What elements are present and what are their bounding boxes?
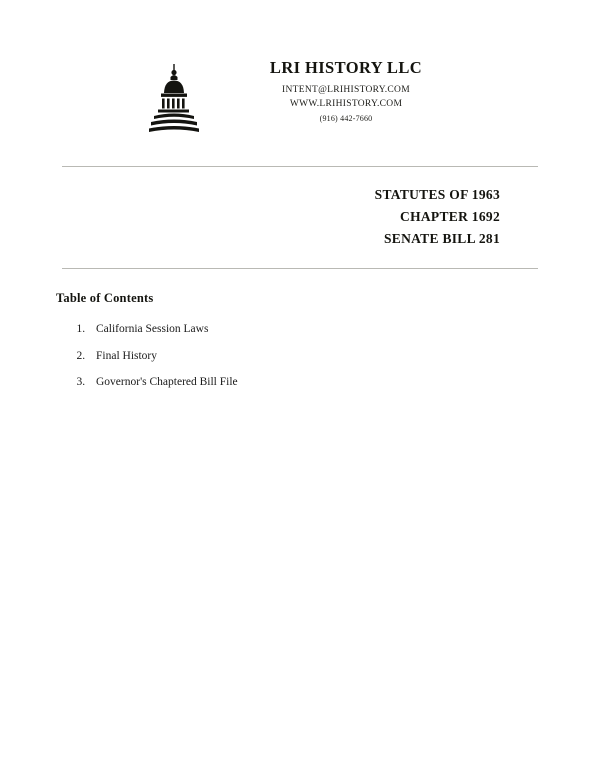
list-item[interactable] (88, 375, 600, 390)
divider-bottom (62, 268, 538, 269)
capitol-dome-icon (144, 62, 206, 134)
table-of-contents-list (0, 322, 600, 391)
company-name: LRI HISTORY LLC (269, 58, 423, 77)
statute-chapter: CHAPTER 1692 (400, 208, 500, 224)
statute-year: STATUTES OF 1963 (374, 187, 500, 202)
company-email: INTENT@LRIHISTORY.COM (282, 85, 410, 95)
toc-item-label: Final History (96, 349, 158, 362)
list-item[interactable] (88, 349, 600, 364)
statute-heading (0, 167, 600, 250)
letterhead (0, 0, 600, 134)
company-block (216, 58, 476, 123)
company-website: WWW.LRIHISTORY.COM (289, 99, 403, 109)
company-phone: (916) 442-7660 (319, 114, 373, 123)
toc-item-label: California Session Laws (96, 322, 209, 335)
list-item[interactable] (88, 322, 600, 337)
statute-bill: SENATE BILL 281 (383, 230, 500, 246)
page-title: Table of Contents (56, 290, 154, 305)
toc-item-label: Governor's Chaptered Bill File (96, 376, 238, 389)
